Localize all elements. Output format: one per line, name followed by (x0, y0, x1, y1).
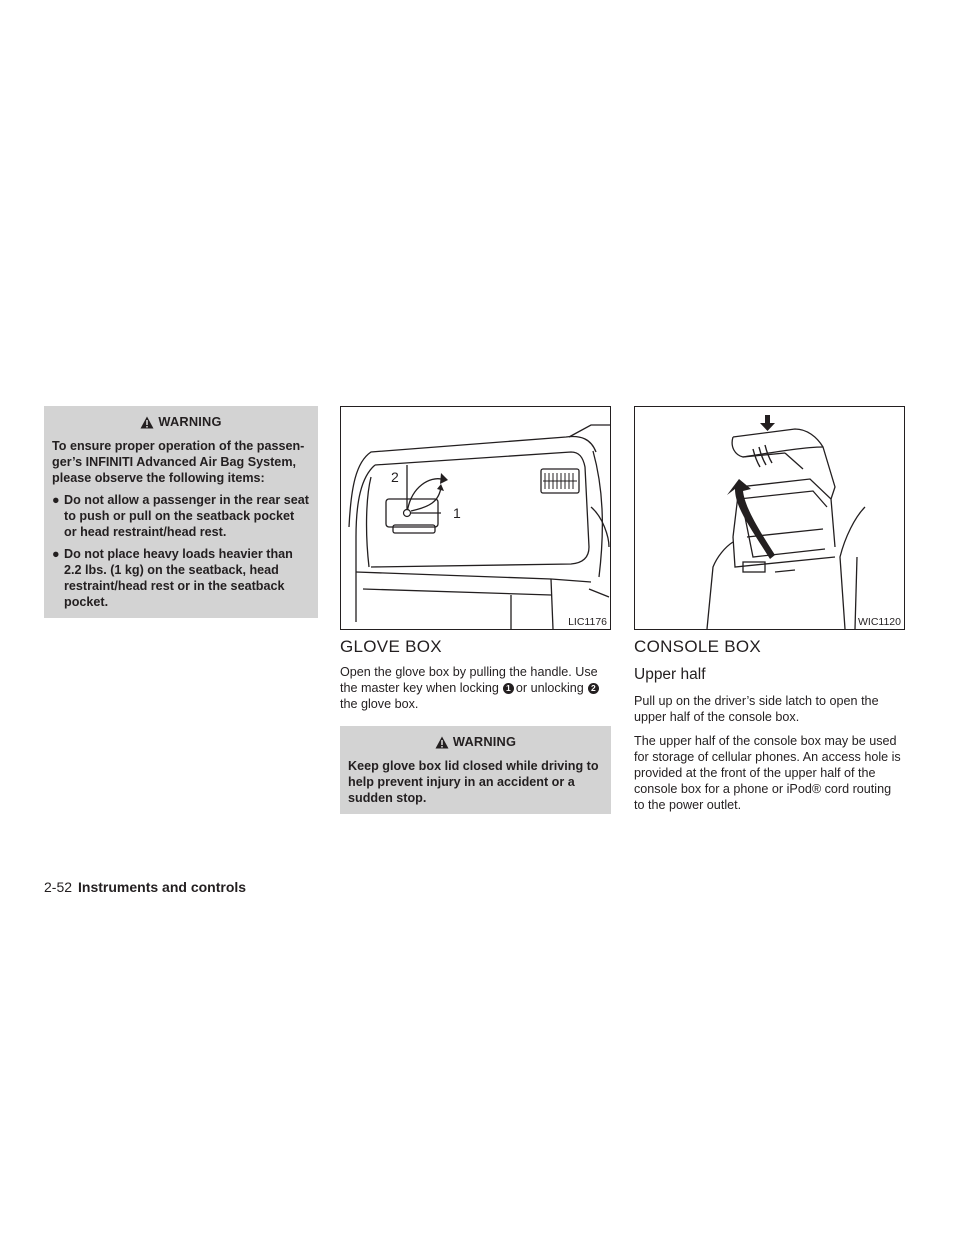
glove-box-warning-box (340, 726, 611, 814)
warning-bullet (52, 492, 310, 540)
warning-triangle-icon (140, 416, 154, 429)
seatback-warning-box (44, 406, 318, 618)
subsection-title-upper-half: Upper half (634, 666, 706, 683)
warning-bullet (52, 546, 310, 610)
footer-section-name: Instruments and controls (78, 879, 247, 895)
warning-header (348, 734, 603, 750)
figure-code: WIC1120 (858, 616, 901, 628)
warning-bullet-text: Do not allow a passenger in the rear seat to push or pull on the seatback pocket or head restraint/head rest. (64, 493, 309, 539)
glove-box-figure (340, 406, 611, 630)
warning-header (52, 414, 310, 430)
console-box-illustration (635, 407, 904, 629)
section-title-console-box: CONSOLE BOX (634, 637, 762, 656)
console-paragraph: Pull up on the driver’s side latch to open the upper half of the console box. (634, 694, 879, 724)
page-footer (44, 878, 246, 896)
bullet-dot: ● (52, 493, 60, 507)
warning-label: WARNING (158, 414, 222, 429)
figure-code: LIC1176 (568, 616, 607, 628)
glove-box-illustration (341, 407, 610, 629)
warning-triangle-icon (435, 736, 449, 749)
left-column (44, 406, 318, 618)
glove-box-text: Open the glove box by pulling the handle. Use the master key when locking 1 or unlocking 2the glove box. (340, 665, 598, 711)
section-title-glove-box: GLOVE BOX (340, 637, 442, 656)
callout-1-badge: 1 (503, 683, 514, 694)
callout-2-badge: 2 (588, 683, 599, 694)
warning-bullet-text: Do not place heavy loads heavier than 2.2 lbs. (1 kg) on the seatback, head restraint/head rest or in the seatback pocket. (64, 547, 293, 609)
page-number: 2-52 (44, 879, 73, 895)
bullet-dot: ● (52, 547, 60, 561)
console-paragraph: The upper half of the console box may be used for storage of cellular phones. An access hole is provided at the front of the upper half of the console box for a phone or iPod® cord routing to the power outlet. (634, 734, 901, 812)
middle-column (340, 637, 611, 814)
warning-intro: To ensure proper operation of the passen-ger’s INFINITI Advanced Air Bag System, please observe the following items: (52, 439, 305, 485)
warning-label: WARNING (452, 734, 517, 749)
callout-1: 1 (453, 505, 461, 521)
console-box-figure (634, 406, 905, 630)
callout-2: 2 (391, 469, 399, 485)
warning-text: Keep glove box lid closed while driving to help prevent injury in an accident or a sudden stop. (348, 759, 599, 805)
right-column (634, 637, 905, 821)
